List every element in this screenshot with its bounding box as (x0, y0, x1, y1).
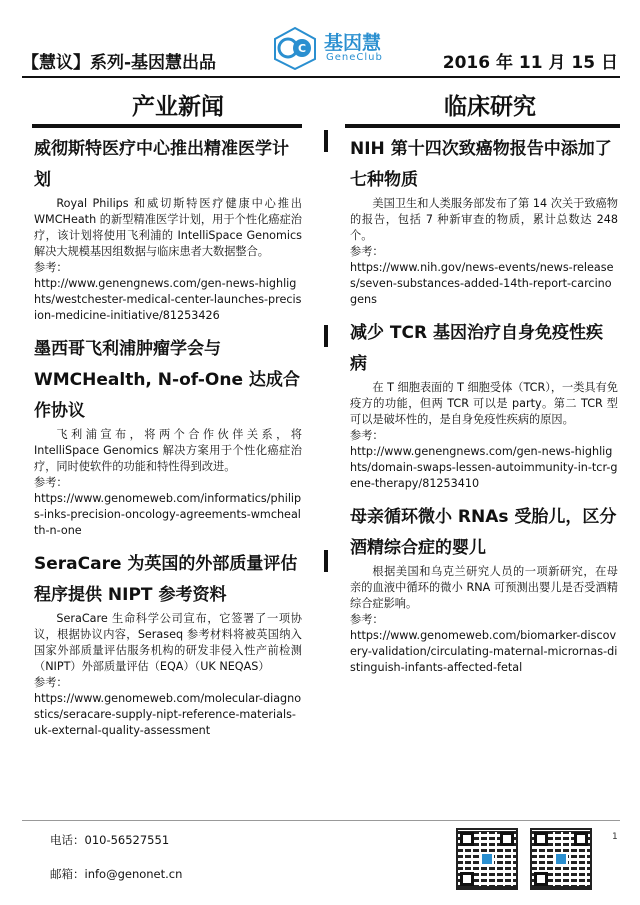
industry-news-column (34, 130, 302, 749)
article-body: 飞利浦宣布，将两个合作伙伴关系，将 IntelliSpace Genomics 解决方案用于个性化癌症治疗，同时使软件的功能和特性得到改进。 (34, 428, 302, 473)
article-body: SeraCare 生命科学公司宣布，它签署了一项协议，根据协议内容，Seraseq 参考材料将被英国纳入国家外部质量评估服务机构的研发非侵入性产前检测（NIPT）外部质量评估（EQA）（UK NEQAS） (34, 612, 302, 673)
reference-url[interactable]: http://www.genengnews.com/gen-news-highlights/domain-swaps-lessen-autoimmunity-in-tcr-gene-therapy/81253410 (350, 445, 618, 490)
research-article (350, 318, 618, 492)
article-title: 减少 TCR 基因治疗自身免疫性疾病 (350, 323, 603, 374)
article-body: 根据美国和乌克兰研究人员的一项新研究，在母亲的血液中循环的微小 RNA 可预测出婴儿是否受酒精综合症影响。 (350, 565, 618, 610)
reference-url[interactable]: https://www.genomeweb.com/informatics/philips-inks-precision-oncology-agreements-wmchealth-n-one (34, 492, 302, 537)
article-body: 在 T 细胞表面的 T 细胞受体（TCR），一类具有免疫方的功能，但两 TCR 可以是 party。第二 TCR 型可以是破坏性的，是自身免疫性疾病的原因。 (350, 381, 618, 426)
right-column-rule (345, 124, 620, 128)
gc-logo-icon (270, 26, 320, 70)
reference-label: 参考： (350, 613, 384, 626)
left-column-rule (32, 124, 302, 128)
research-article (350, 502, 618, 676)
reference-label: 参考： (34, 676, 68, 689)
column-title-clinical-research: 临床研究 (444, 94, 536, 120)
qr-finder (534, 872, 548, 886)
qr-finder (574, 832, 588, 846)
qr-code-icon (456, 828, 518, 890)
article-body: 美国卫生和人类服务部发布了第 14 次关于致癌物的报告，包括 7 种新审查的物质，累计总数达 248 个。 (350, 197, 618, 242)
reference-url[interactable]: https://www.nih.gov/news-events/news-releases/seven-substances-added-14th-report-carcinogens (350, 261, 614, 306)
article-marker (324, 550, 328, 572)
article-marker (324, 130, 328, 152)
qr-logo (554, 852, 568, 866)
reference-url[interactable]: https://www.genomeweb.com/molecular-diagnostics/seracare-supply-nipt-reference-materials-uk-external-quality-assessment (34, 692, 302, 737)
reference-label: 参考： (350, 245, 384, 258)
reference-url[interactable]: http://www.genengnews.com/gen-news-highlights/westchester-medical-center-launches-precision-medicine-initiative/81253426 (34, 277, 302, 322)
qr-finder (500, 832, 514, 846)
news-article (34, 549, 302, 739)
clinical-research-column (350, 130, 618, 686)
geneclub-logo (270, 26, 400, 70)
logo-text: 基因慧 (324, 32, 382, 54)
page-number: 1 (612, 832, 618, 842)
svg-text:C: C (297, 42, 307, 55)
article-title: SeraCare 为英国的外部质量评估程序提供 NIPT 参考资料 (34, 554, 298, 605)
footer-divider (22, 820, 620, 821)
reference-url[interactable]: https://www.genomeweb.com/biomarker-discovery-validation/circulating-maternal-micrornas-distinguish-infants-affected-fetal (350, 629, 618, 674)
qr-finder (460, 832, 474, 846)
article-body: Royal Philips 和威切斯特医疗健康中心推出 WMCHeath 的新型精准医学计划，用于个性化癌症治疗，该计划将使用飞利浦的 IntelliSpace Genomics 解决大规模基因组数据与临床患者大数据整合。 (34, 197, 302, 258)
contact-phone: 电话：010-56527551 (50, 833, 170, 847)
reference-label: 参考： (350, 429, 384, 442)
article-marker (324, 325, 328, 347)
article-title: 威彻斯特医疗中心推出精准医学计划 (34, 139, 289, 190)
contact-email[interactable]: 邮箱：info@genonet.cn (50, 867, 183, 881)
reference-label: 参考： (34, 261, 68, 274)
series-title: 【慧议】系列-基因慧出品 (22, 53, 217, 73)
qr-finder (534, 832, 548, 846)
article-title: 母亲循环微小 RNAs 受胎儿，区分酒精综合症的婴儿 (350, 507, 617, 558)
logo-subtext: GeneClub (326, 52, 383, 63)
issue-date: 2016 年 11 月 15 日 (442, 53, 618, 73)
research-article (350, 134, 618, 308)
qr-logo (480, 852, 494, 866)
column-title-industry-news: 产业新闻 (132, 94, 224, 120)
reference-label: 参考： (34, 476, 68, 489)
qr-code-icon (530, 828, 592, 890)
news-article (34, 334, 302, 539)
article-title: NIH 第十四次致癌物报告中添加了七种物质 (350, 139, 612, 190)
news-article (34, 134, 302, 324)
header-divider (22, 76, 620, 78)
qr-finder (460, 872, 474, 886)
article-title: 墨西哥飞利浦肿瘤学会与 WMCHealth, N-of-One 达成合作协议 (34, 339, 300, 421)
page-header (0, 0, 640, 80)
